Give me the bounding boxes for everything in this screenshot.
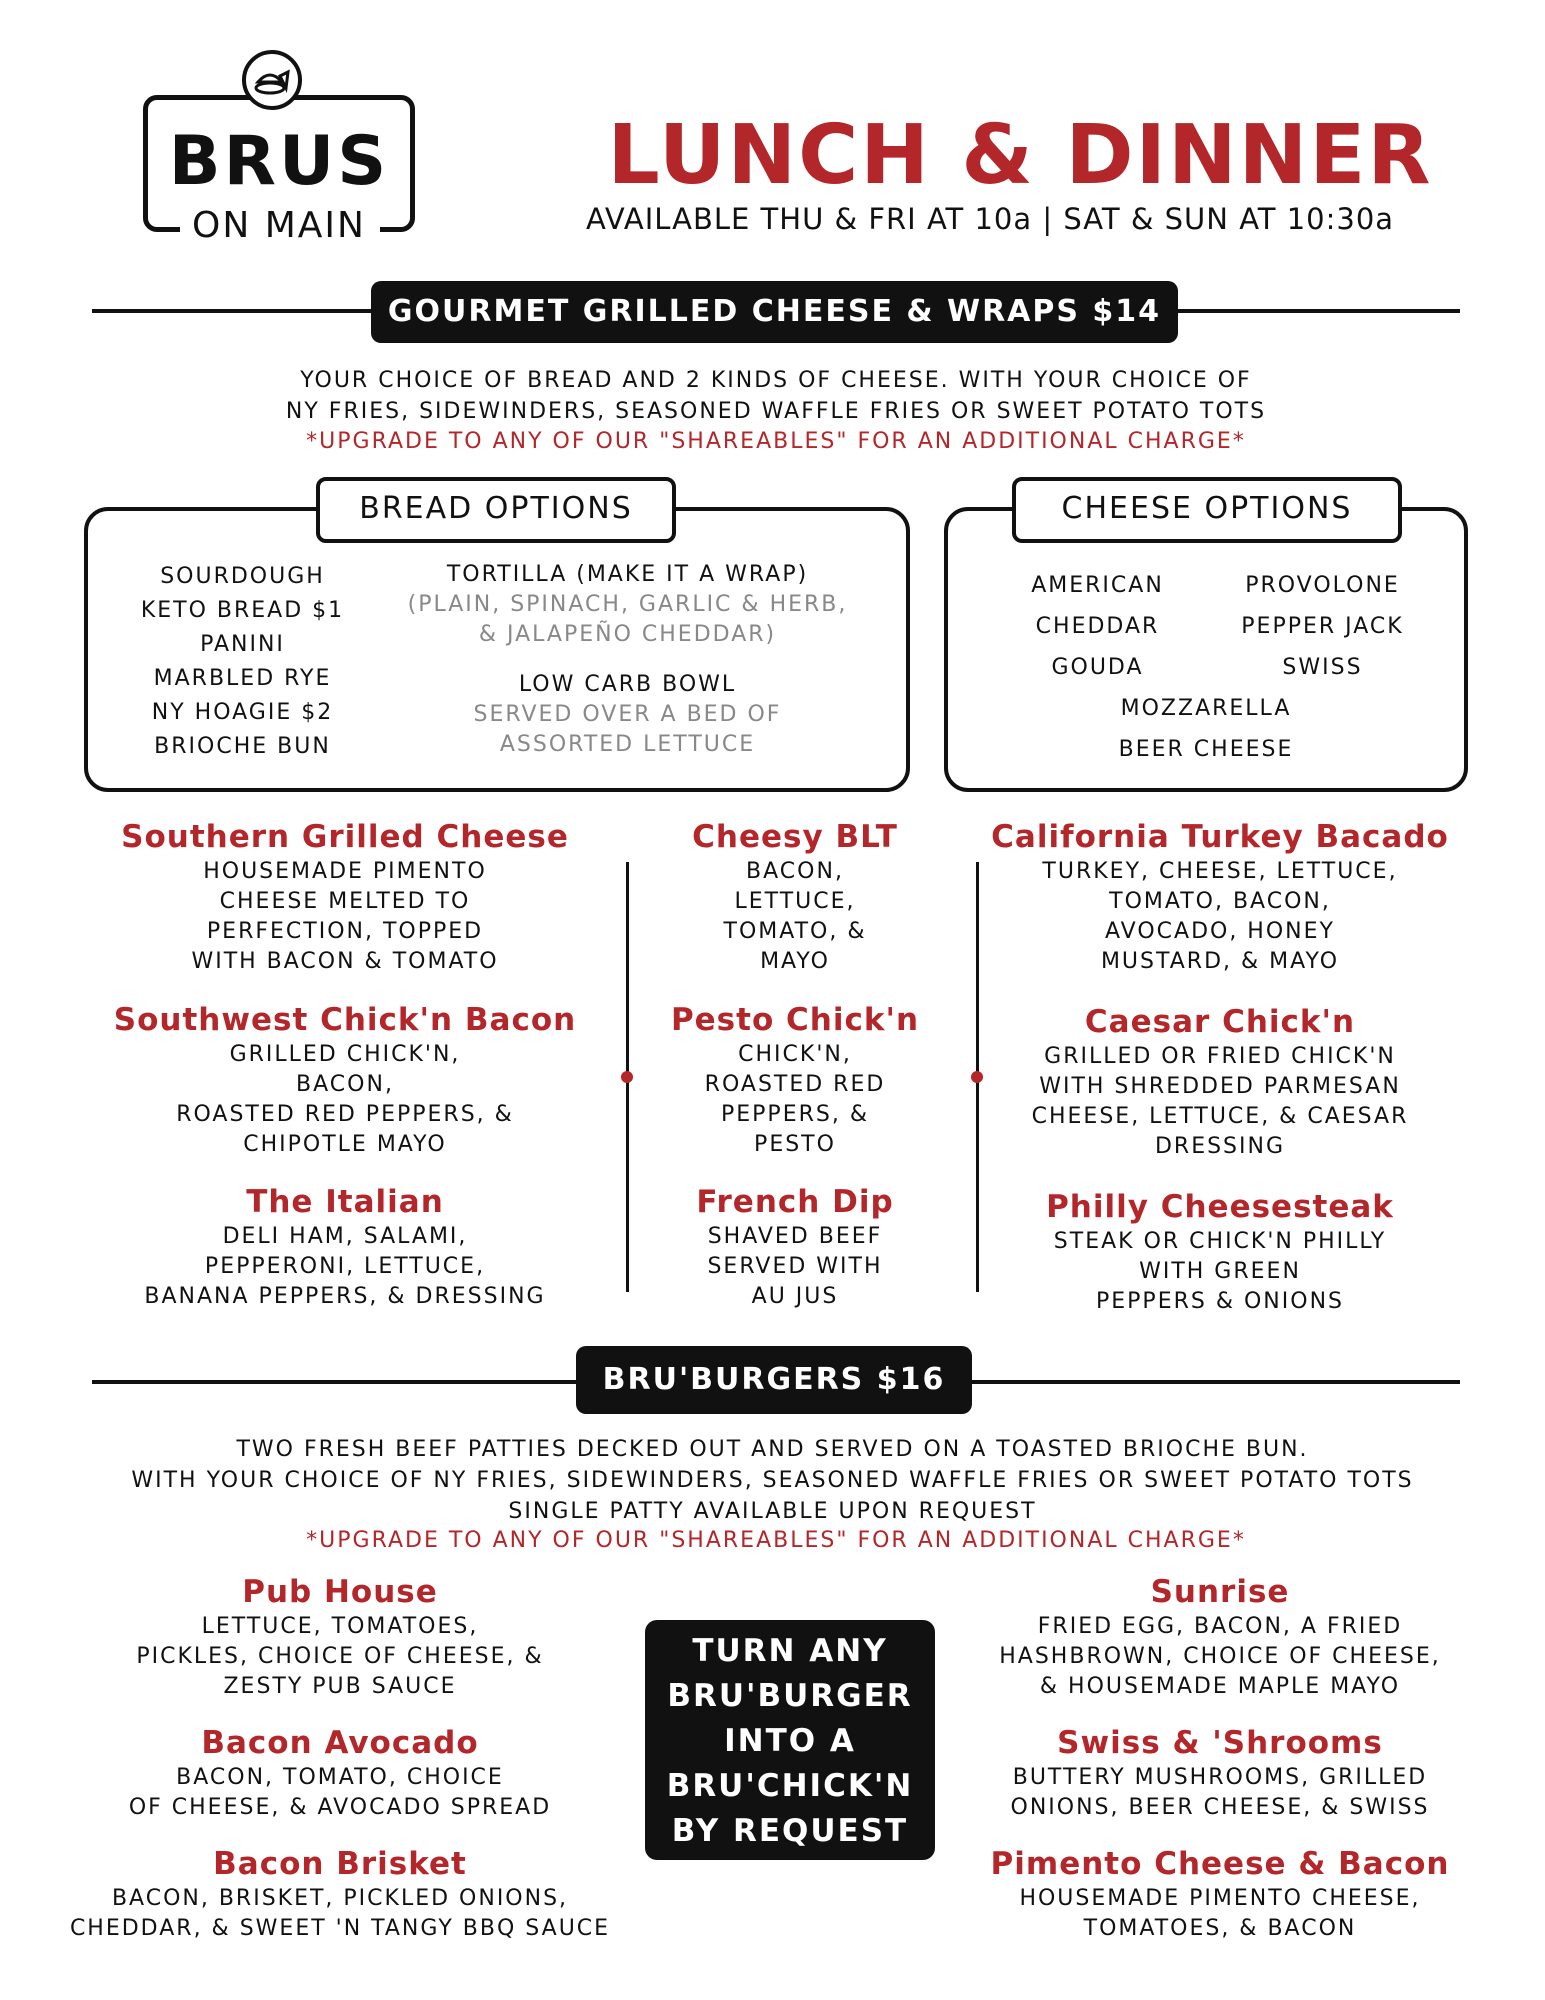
callout-line: INTO A [724, 1723, 856, 1759]
bread-list [110, 560, 375, 764]
callout-line: TURN ANY [692, 1633, 888, 1669]
menu-item [100, 1000, 590, 1160]
item-desc-line: PERFECTION, TOPPED [206, 919, 484, 944]
item-desc-line: TOMATOES, & BACON [1083, 1916, 1357, 1941]
cheese-option: PROVOLONE [1245, 573, 1400, 598]
divider-dot-left [621, 1071, 633, 1083]
item-desc-line: TOMATO, BACON, [1109, 889, 1331, 914]
item-desc-line: ZESTY PUB SAUCE [223, 1674, 457, 1699]
callout-line: BRU'BURGER [667, 1678, 913, 1714]
bread-option: MARBLED RYE [153, 666, 332, 691]
item-desc-line: MAYO [760, 949, 830, 974]
bread-options-tag: BREAD OPTIONS [316, 477, 676, 543]
item-desc-line: STEAK OR CHICK'N PHILLY [1053, 1229, 1387, 1254]
brand-tagline: ON MAIN [192, 205, 366, 246]
item-name: Pub House [242, 1574, 438, 1610]
item-desc-line: GRILLED OR FRIED CHICK'N [1044, 1044, 1396, 1069]
item-name: French Dip [696, 1184, 894, 1220]
item-name: Pimento Cheese & Bacon [990, 1846, 1450, 1882]
cheese-list-extra [944, 688, 1468, 770]
availability-hours: AVAILABLE THU & FRI AT 10a | SAT & SUN AT 10:30a [585, 202, 1395, 236]
low-carb-bowl-option: LOW CARB BOWL [518, 672, 737, 697]
item-name: The Italian [246, 1184, 444, 1220]
item-desc-line: MUSTARD, & MAYO [1100, 949, 1340, 974]
item-desc-line: SERVED WITH [707, 1254, 883, 1279]
callout-line: BRU'CHICK'N [666, 1768, 914, 1804]
item-desc-line: AVOCADO, HONEY [1105, 919, 1335, 944]
menu-item [990, 1002, 1450, 1162]
item-desc-line: DRESSING [1154, 1134, 1286, 1159]
item-name: Swiss & 'Shrooms [1057, 1725, 1383, 1761]
menu-item [955, 1572, 1485, 1702]
item-desc-line: & HOUSEMADE MAPLE MAYO [1039, 1674, 1401, 1699]
item-desc-line: BACON, TOMATO, CHOICE [176, 1765, 504, 1790]
callout-line: BY REQUEST [671, 1813, 909, 1849]
low-carb-bowl-note: SERVED OVER A BED OF [473, 702, 782, 727]
menu-item [955, 1844, 1485, 1944]
cheese-option: GOUDA [1051, 655, 1144, 680]
item-desc-line: ROASTED RED PEPPERS, & [176, 1102, 514, 1127]
item-desc-line: SHAVED BEEF [707, 1224, 883, 1249]
item-desc-line: CHEESE MELTED TO [219, 889, 471, 914]
burgers-intro-line: SINGLE PATTY AVAILABLE UPON REQUEST [508, 1499, 1037, 1524]
item-name: Cheesy BLT [692, 819, 898, 855]
item-desc-line: WITH SHREDDED PARMESAN [1039, 1074, 1401, 1099]
cheese-list-left [990, 565, 1205, 688]
item-desc-line: WITH GREEN [1139, 1259, 1301, 1284]
page-title: LUNCH & DINNER [607, 108, 1433, 203]
burger-plate-icon [242, 50, 302, 110]
item-name: Bacon Brisket [213, 1846, 467, 1882]
item-desc-line: LETTUCE, [734, 889, 856, 914]
item-desc-line: TOMATO, & [723, 919, 867, 944]
bread-option: KETO BREAD $1 [140, 598, 345, 623]
item-name: Caesar Chick'n [1084, 1004, 1356, 1040]
item-name: Southwest Chick'n Bacon [113, 1002, 577, 1038]
section-tag-grilled: GOURMET GRILLED CHEESE & WRAPS $14 [371, 281, 1178, 343]
item-name: Bacon Avocado [201, 1725, 479, 1761]
item-desc-line: PEPPERONI, LETTUCE, [204, 1254, 486, 1279]
bruchickn-callout [645, 1620, 935, 1860]
item-desc-line: PEPPERS & ONIONS [1096, 1289, 1344, 1314]
bread-wrap-options [385, 560, 870, 760]
item-desc-line: BACON, [296, 1072, 394, 1097]
grilled-upgrade-note: *UPGRADE TO ANY OF OUR "SHAREABLES" FOR AN ADDITIONAL CHARGE* [306, 429, 1246, 454]
bread-option: BRIOCHE BUN [154, 734, 331, 759]
item-desc-line: BUTTERY MUSHROOMS, GRILLED [1012, 1765, 1428, 1790]
item-desc-line: GRILLED CHICK'N, [229, 1042, 461, 1067]
item-desc-line: WITH BACON & TOMATO [191, 949, 499, 974]
cheese-option: MOZZARELLA [1120, 696, 1292, 721]
cheese-option: PEPPER JACK [1241, 614, 1404, 639]
tortilla-note: & JALAPEÑO CHEDDAR) [478, 622, 777, 647]
item-desc-line: CHEDDAR, & SWEET 'N TANGY BBQ SAUCE [69, 1916, 611, 1941]
item-desc-line: PICKLES, CHOICE OF CHEESE, & [136, 1644, 544, 1669]
burgers-intro [40, 1434, 1505, 1527]
item-desc-line: FRIED EGG, BACON, A FRIED [1037, 1614, 1403, 1639]
tortilla-note: (PLAIN, SPINACH, GARLIC & HERB, [407, 592, 848, 617]
item-desc-line: BANANA PEPPERS, & DRESSING [144, 1284, 546, 1309]
menu-item [650, 1000, 940, 1160]
tortilla-option: TORTILLA (MAKE IT A WRAP) [446, 562, 809, 587]
menu-item [50, 1572, 630, 1702]
burgers-intro-line: WITH YOUR CHOICE OF NY FRIES, SIDEWINDERS, SEASONED WAFFLE FRIES OR SWEET POTATO TOTS [131, 1468, 1414, 1493]
grilled-intro-line: NY FRIES, SIDEWINDERS, SEASONED WAFFLE FRIES OR SWEET POTATO TOTS [285, 399, 1267, 424]
item-desc-line: PESTO [754, 1132, 836, 1157]
section-tag-burgers: BRU'BURGERS $16 [576, 1346, 972, 1414]
menu-item [100, 1182, 590, 1312]
grilled-intro [92, 365, 1460, 427]
menu-item [650, 817, 940, 977]
item-desc-line: DELI HAM, SALAMI, [222, 1224, 468, 1249]
low-carb-bowl-note: ASSORTED LETTUCE [499, 732, 756, 757]
cheese-option: BEER CHEESE [1118, 737, 1294, 762]
item-desc-line: HASHBROWN, CHOICE OF CHEESE, [999, 1644, 1441, 1669]
divider-dot-right [971, 1071, 983, 1083]
item-desc-line: BACON, [746, 859, 844, 884]
item-desc-line: TURKEY, CHEESE, LETTUCE, [1042, 859, 1398, 884]
item-desc-line: PEPPERS, & [721, 1102, 869, 1127]
item-desc-line: HOUSEMADE PIMENTO [203, 859, 487, 884]
item-name: Southern Grilled Cheese [121, 819, 569, 855]
bread-option: NY HOAGIE $2 [151, 700, 334, 725]
cheese-option: AMERICAN [1031, 573, 1164, 598]
bread-option: PANINI [200, 632, 285, 657]
item-desc-line: HOUSEMADE PIMENTO CHEESE, [1019, 1886, 1421, 1911]
bread-option: SOURDOUGH [160, 564, 325, 589]
item-desc-line: BACON, BRISKET, PICKLED ONIONS, [111, 1886, 569, 1911]
item-desc-line: LETTUCE, TOMATOES, [201, 1614, 479, 1639]
item-desc-line: ONIONS, BEER CHEESE, & SWISS [1010, 1795, 1430, 1820]
item-name: Sunrise [1150, 1574, 1290, 1610]
menu-item [50, 1723, 630, 1823]
brand-name: BRUS [168, 122, 390, 201]
item-desc-line: CHICK'N, [738, 1042, 852, 1067]
grilled-intro-line: YOUR CHOICE OF BREAD AND 2 KINDS OF CHEESE. WITH YOUR CHOICE OF [300, 368, 1252, 393]
item-desc-line: CHIPOTLE MAYO [243, 1132, 447, 1157]
burgers-upgrade-note: *UPGRADE TO ANY OF OUR "SHAREABLES" FOR AN ADDITIONAL CHARGE* [306, 1528, 1246, 1553]
cheese-list-right [1210, 565, 1435, 688]
menu-item [990, 1187, 1450, 1317]
item-desc-line: CHEESE, LETTUCE, & CAESAR [1031, 1104, 1409, 1129]
menu-item [990, 817, 1450, 977]
menu-item [40, 1844, 640, 1944]
menu-item [100, 817, 590, 977]
item-desc-line: ROASTED RED [704, 1072, 886, 1097]
cheese-options-tag: CHEESE OPTIONS [1012, 477, 1402, 543]
item-name: Philly Cheesesteak [1046, 1189, 1394, 1225]
cheese-option: SWISS [1282, 655, 1363, 680]
item-desc-line: OF CHEESE, & AVOCADO SPREAD [128, 1795, 552, 1820]
burgers-intro-line: TWO FRESH BEEF PATTIES DECKED OUT AND SERVED ON A TOASTED BRIOCHE BUN. [236, 1437, 1309, 1462]
item-name: California Turkey Bacado [991, 819, 1449, 855]
menu-item [650, 1182, 940, 1312]
item-desc-line: AU JUS [751, 1284, 839, 1309]
cheese-option: CHEDDAR [1035, 614, 1160, 639]
menu-item [955, 1723, 1485, 1823]
item-name: Pesto Chick'n [670, 1002, 920, 1038]
